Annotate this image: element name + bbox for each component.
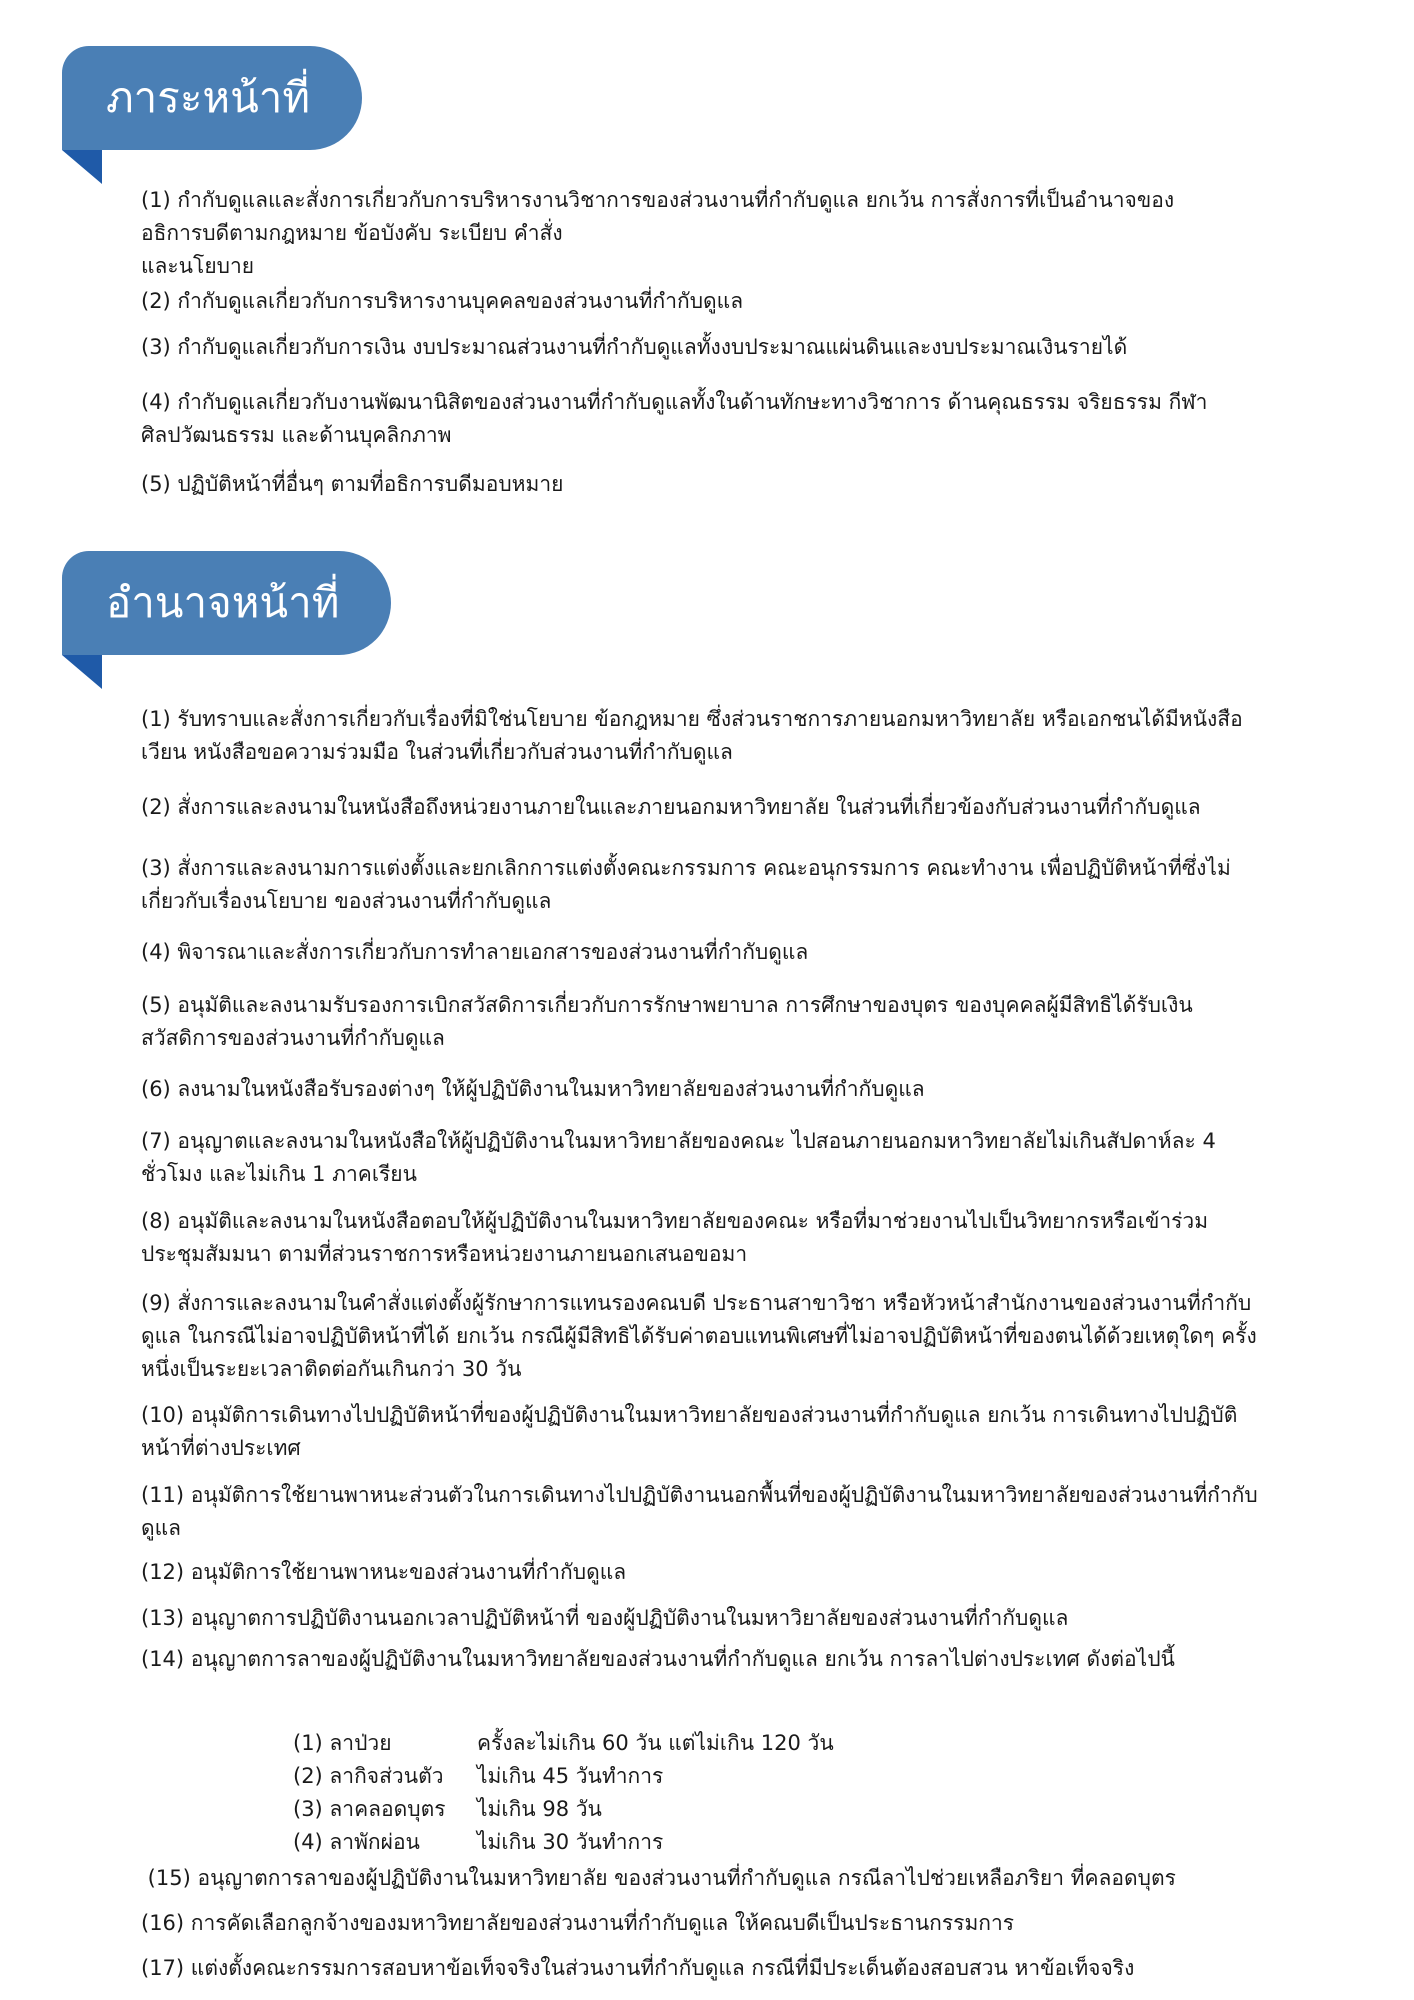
leave-row — [293, 1727, 834, 1760]
section-title-authority — [62, 551, 391, 655]
authority-item-14: (14) อนุญาตการลาของผู้ปฏิบัติงานในมหาวิทยาลัยของส่วนงานที่กำกับดูแล ยกเว้น การลาไปต่างประเทศ ดังต่อไปนี้ — [141, 1647, 1175, 1671]
authority-item-3: (3) สั่งการและลงนามการแต่งตั้งและยกเลิกการแต่งตั้งคณะกรรมการ คณะอนุกรรมการ คณะทำงาน เพื่อปฏิบัติหน้าที่ซึ่งไม่ เกี่ยวกับเรื่องนโยบาย ของส่วนงานที่กำกับดูแล — [141, 856, 1231, 913]
authority-item-2: (2) สั่งการและลงนามในหนังสือถึงหน่วยงานภายในและภายนอกมหาวิทยาลัย ในส่วนที่เกี่ยวข้องกับส่วนงานที่กำกับดูแล — [141, 795, 1201, 819]
leave-label: (1) ลาป่วย — [293, 1731, 392, 1755]
leave-value: ไม่เกิน 98 วัน — [477, 1797, 602, 1821]
section-title-authority-text: อำนาจหน้าที่ — [106, 578, 340, 627]
authority-item-9: (9) สั่งการและลงนามในคำสั่งแต่งตั้งผู้รักษาการแทนรองคณบดี ประธานสาขาวิชา หรือหัวหน้าสำนักงานของส่วนงานที่กำกับ ดูแล ในกรณีไม่อาจปฏิบัติหน้าที่ได้ ยกเว้น กรณีผู้มีสิทธิได้รับค่าตอบแทนพิเศษที่ไม่อาจปฏิบัติหน้าที่ของตนได้ด้วยเหตุใดๆ ครั้ง หนึ่งเป็นระยะเวลาติดต่อกันเกินกว่า 30 วัน — [141, 1291, 1257, 1381]
leave-list — [293, 1727, 834, 1859]
duty-item-2: (2) กำกับดูแลเกี่ยวกับการบริหารงานบุคคลของส่วนงานที่กำกับดูแล — [141, 289, 744, 313]
duties-list — [141, 184, 1371, 501]
section-title-duties-text: ภาระหน้าที่ — [106, 73, 311, 122]
authority-item-12: (12) อนุมัติการใช้ยานพาหนะของส่วนงานที่กำกับดูแล — [141, 1560, 627, 1584]
leave-row — [293, 1793, 834, 1826]
authority-item-17: (17) แต่งตั้งคณะกรรมการสอบหาข้อเท็จจริงในส่วนงานที่กำกับดูแล กรณีที่มีประเด็นต้องสอบสวน หาข้อเท็จจริง — [141, 1956, 1135, 1980]
section-title-duties — [62, 46, 362, 150]
badge-tail-decoration — [62, 655, 102, 689]
badge-tail-decoration — [62, 150, 102, 184]
leave-value: ไม่เกิน 45 วันทำการ — [477, 1764, 664, 1788]
leave-label: (2) ลากิจส่วนตัว — [293, 1764, 444, 1788]
leave-row — [293, 1760, 834, 1793]
authority-item-1: (1) รับทราบและสั่งการเกี่ยวกับเรื่องที่มิใช่นโยบาย ข้อกฎหมาย ซึ่งส่วนราชการภายนอกมหาวิทยาลัย หรือเอกชนได้มีหนังสือ เวียน หนังสือขอความร่วมมือ ในส่วนที่เกี่ยวกับส่วนงานที่กำกับดูแล — [141, 707, 1243, 764]
authority-list-continued — [141, 1862, 1371, 1985]
duty-item-5: (5) ปฏิบัติหน้าที่อื่นๆ ตามที่อธิการบดีมอบหมาย — [141, 472, 564, 496]
authority-item-8: (8) อนุมัติและลงนามในหนังสือตอบให้ผู้ปฏิบัติงานในมหาวิทยาลัยของคณะ หรือที่มาช่วยงานไปเป็นวิทยากรหรือเข้าร่วม ประชุมสัมมนา ตามที่ส่วนราชการหรือหน่วยงานภายนอกเสนอขอมา — [141, 1209, 1209, 1266]
leave-label: (4) ลาพักผ่อน — [293, 1830, 420, 1854]
duty-item-3: (3) กำกับดูแลเกี่ยวกับการเงิน งบประมาณส่วนงานที่กำกับดูแลทั้งงบประมาณแผ่นดินและงบประมาณเงินรายได้ — [141, 335, 1128, 359]
authority-item-4: (4) พิจารณาและสั่งการเกี่ยวกับการทำลายเอกสารของส่วนงานที่กำกับดูแล — [141, 940, 809, 964]
leave-value: ครั้งละไม่เกิน 60 วัน แต่ไม่เกิน 120 วัน — [477, 1731, 834, 1755]
authority-list — [141, 703, 1371, 1676]
authority-item-16: (16) การคัดเลือกลูกจ้างของมหาวิทยาลัยของส่วนงานที่กำกับดูแล ให้คณบดีเป็นประธานกรรมการ — [141, 1911, 1015, 1935]
authority-item-6: (6) ลงนามในหนังสือรับรองต่างๆ ให้ผู้ปฏิบัติงานในมหาวิทยาลัยของส่วนงานที่กำกับดูแล — [141, 1077, 925, 1101]
authority-item-11: (11) อนุมัติการใช้ยานพาหนะส่วนตัวในการเดินทางไปปฏิบัติงานนอกพื้นที่ของผู้ปฏิบัติงานในมหาวิทยาลัยของส่วนงานที่กำกับ ดูแล — [141, 1483, 1258, 1540]
authority-item-7: (7) อนุญาตและลงนามในหนังสือให้ผู้ปฏิบัติงานในมหาวิทยาลัยของคณะ ไปสอนภายนอกมหาวิทยาลัยไม่เกินสัปดาห์ละ 4 ชั่วโมง และไม่เกิน 1 ภาคเรียน — [141, 1129, 1216, 1186]
leave-row — [293, 1826, 834, 1859]
duty-item-1: (1) กำกับดูแลและสั่งการเกี่ยวกับการบริหารงานวิชาการของส่วนงานที่กำกับดูแล ยกเว้น การสั่งการที่เป็นอำนาจของ อธิการบดีตามกฎหมาย ข้อบังคับ ระเบียบ คำสั่ง และนโยบาย — [141, 188, 1175, 278]
authority-item-13: (13) อนุญาตการปฏิบัติงานนอกเวลาปฏิบัติหน้าที่ ของผู้ปฏิบัติงานในมหาวิยาลัยของส่วนงานที่กำกับดูแล — [141, 1606, 1069, 1630]
leave-label: (3) ลาคลอดบุตร — [293, 1797, 446, 1821]
duty-item-4: (4) กำกับดูแลเกี่ยวกับงานพัฒนานิสิตของส่วนงานที่กำกับดูแลทั้งในด้านทักษะทางวิชาการ ด้านคุณธรรม จริยธรรม กีฬา ศิลปวัฒนธรรม และด้านบุคลิกภาพ — [141, 390, 1208, 447]
authority-item-5: (5) อนุมัติและลงนามรับรองการเบิกสวัสดิการเกี่ยวกับการรักษาพยาบาล การศึกษาของบุตร ของบุคคลผู้มีสิทธิได้รับเงิน สวัสดิการของส่วนงานที่กำกับดูแล — [141, 993, 1193, 1050]
leave-value: ไม่เกิน 30 วันทำการ — [477, 1830, 664, 1854]
authority-item-10: (10) อนุมัติการเดินทางไปปฏิบัติหน้าที่ของผู้ปฏิบัติงานในมหาวิทยาลัยของส่วนงานที่กำกับดูแล ยกเว้น การเดินทางไปปฏิบัติ หน้าที่ต่างประเทศ — [141, 1403, 1238, 1460]
authority-item-15: (15) อนุญาตการลาของผู้ปฏิบัติงานในมหาวิทยาลัย ของส่วนงานที่กำกับดูแล กรณีลาไปช่วยเหลือภริยา ที่คลอดบุตร — [141, 1866, 1176, 1890]
